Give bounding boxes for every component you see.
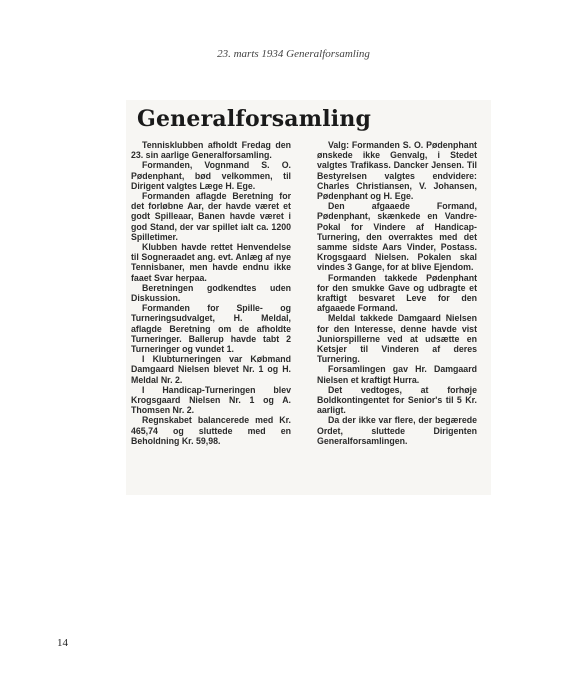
page-number: 14 <box>57 637 68 649</box>
paragraph: Det vedtoges, at forhøje Boldkontingentet for Senior's til 5 Kr. aarligt. <box>317 384 477 416</box>
paragraph: Beretningen godkendtes uden Diskussion. <box>131 282 291 304</box>
paragraph: Valg: Formanden S. O. Pødenphant ønskede ikke Genvalg, i Stedet valgtes Trafikass. Dancker Jensen. Til Bestyrelsen valgtes endvidere: Charles Christiansen, V. Johansen, Pødenphant og H. Ege. <box>317 140 477 202</box>
paragraph: I Handicap-Turneringen blev Krogsgaard Nielsen Nr. 1 og A. Thomsen Nr. 2. <box>131 384 291 416</box>
paragraph: Da der ikke var flere, der begærede Ordet, sluttede Dirigenten Generalforsamlingen. <box>317 415 477 446</box>
paragraph: Formanden for Spille- og Turneringsudvalget, H. Meldal, aflagde Beretning om de afholdte Turneringer. Ballerup havde tabt 2 Turneringer og vundet 1. <box>131 303 291 355</box>
running-title: 23. marts 1934 Generalforsamling <box>217 48 370 60</box>
article-left-column <box>131 140 291 446</box>
article-headline: Generalforsamling <box>137 106 372 132</box>
paragraph: Den afgaaede Formand, Pødenphant, skænkede en Vandre-Pokal for Vindere af Handicap-Turnering, den overraktes med det samme sidste Aars Vinder, Postass. Krogsgaard Nielsen. Pokalen skal vindes 3 Gange, for at blive Ejendom. <box>317 201 477 273</box>
paragraph: Formanden aflagde Beretning for det forløbne Aar, der havde været et godt Spilleaar, Banen havde været i god Stand, der var spillet ialt ca. 1200 Spilletimer. <box>131 191 291 242</box>
paragraph: Formanden, Vognmand S. O. Pødenphant, bød velkommen, til Dirigent valgtes Læge H. Ege. <box>131 160 291 191</box>
paragraph: Meldal takkede Damgaard Nielsen for den Interesse, denne havde vist Juniorspillerne ved at udsætte en Ketsjer til Vinderen af deres Turnering. <box>317 313 477 365</box>
paragraph: Tennisklubben afholdt Fredag den 23. sin aarlige Generalforsamling. <box>131 140 291 161</box>
paragraph: Regnskabet balancerede med Kr. 465,74 og sluttede med en Beholdning Kr. 59,98. <box>131 415 291 446</box>
paragraph: Klubben havde rettet Henvendelse til Sogneraadet ang. evt. Anlæg af nye Tennisbaner, men havde endnu ikke faaet Svar herpaa. <box>131 242 291 283</box>
paragraph: I Klubturneringen var Købmand Damgaard Nielsen blevet Nr. 1 og H. Meldal Nr. 2. <box>131 354 291 385</box>
paragraph: Formanden takkede Pødenphant for den smukke Gave og udbragte et kraftigt besvaret Leve for den afgaaede Formand. <box>317 272 477 314</box>
paragraph: Forsamlingen gav Hr. Damgaard Nielsen et kraftigt Hurra. <box>317 364 477 385</box>
article-right-column <box>317 140 477 446</box>
